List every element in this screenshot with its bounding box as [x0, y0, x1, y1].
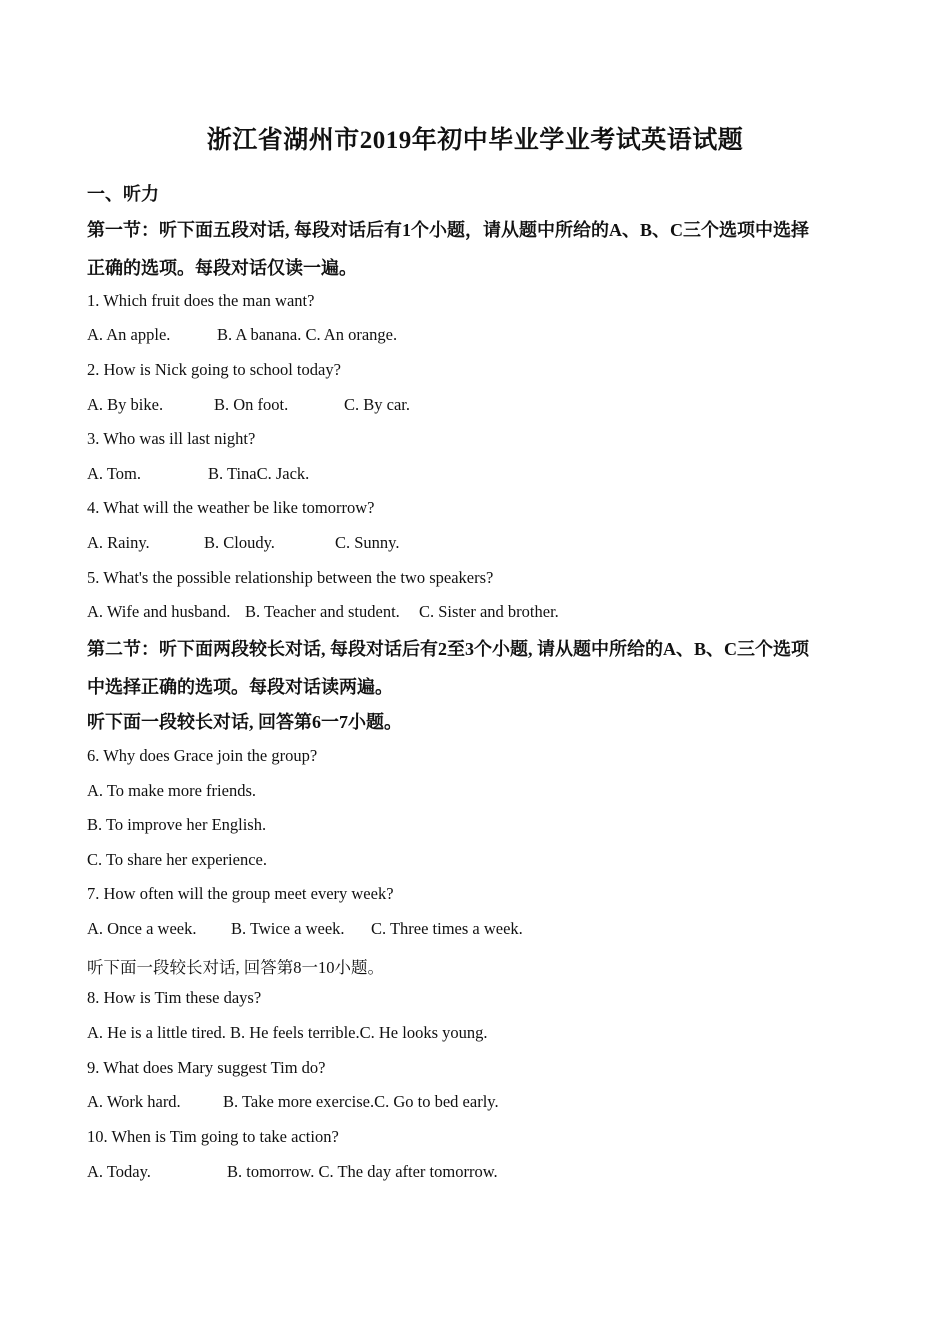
question-7: 7. How often will the group meet every week? [87, 884, 394, 903]
question-5: 5. What's the possible relationship between the two speakers? [87, 568, 494, 587]
question-4: 4. What will the weather be like tomorrow? [87, 498, 375, 517]
question-3: 3. Who was ill last night? [87, 429, 256, 448]
question-6-option-a: A. To make more friends. [87, 781, 256, 800]
question-8-options: A. He is a little tired. B. He feels terrible.C. He looks young. [87, 1023, 488, 1042]
question-8: 8. How is Tim these days? [87, 988, 262, 1007]
option-b: B. tomorrow. C. The day after tomorrow. [227, 1162, 498, 1181]
part2-instruction-line2: 中选择正确的选项。每段对话读两遍。 [87, 677, 393, 697]
option-a: A. Today. [87, 1162, 151, 1181]
question-1: 1. Which fruit does the man want? [87, 291, 315, 310]
option-a: A. By bike. [87, 395, 164, 414]
option-a: A. Work hard. [87, 1092, 181, 1111]
option-b: B. A banana. C. An orange. [217, 325, 398, 344]
question-2-options [87, 395, 410, 415]
option-b: B. TinaC. Jack. [208, 464, 310, 483]
question-6: 6. Why does Grace join the group? [87, 746, 318, 765]
part2-subinstruction-8-10: 听下面一段较长对话, 回答第8一10小题。 [87, 958, 384, 977]
part2-instruction-line1: 第二节：听下面两段较长对话, 每段对话后有2至3个小题, 请从题中所给的A、B、C三个选项 [87, 639, 810, 659]
part1-instruction-line1: 第一节：听下面五段对话, 每段对话后有1个小题，请从题中所给的A、B、C三个选项中选择 [87, 220, 809, 240]
option-c: C. Sunny. [335, 533, 400, 552]
option-b: B. Teacher and student. [245, 602, 400, 621]
question-5-options [87, 602, 559, 622]
question-9-options [87, 1092, 499, 1112]
option-b: B. Take more exercise.C. Go to bed early. [223, 1092, 499, 1111]
option-c: C. By car. [344, 395, 410, 414]
option-a: A. Wife and husband. [87, 602, 231, 621]
option-c: C. Sister and brother. [419, 602, 559, 621]
question-1-options [87, 325, 397, 345]
option-a: A. Rainy. [87, 533, 150, 552]
question-4-options [87, 533, 400, 553]
question-3-options [87, 464, 309, 484]
option-a: A. Once a week. [87, 919, 197, 938]
part2-subinstruction-6-7: 听下面一段较长对话, 回答第6一7小题。 [87, 712, 402, 732]
question-2: 2. How is Nick going to school today? [87, 360, 341, 379]
part1-instruction-line2: 正确的选项。每段对话仅读一遍。 [87, 258, 357, 278]
question-7-options [87, 919, 523, 939]
option-b: B. Twice a week. [231, 919, 345, 938]
question-10-options [87, 1162, 498, 1182]
option-b: B. On foot. [214, 395, 289, 414]
option-c: C. Three times a week. [371, 919, 523, 938]
option-b: B. Cloudy. [204, 533, 275, 552]
section-heading: 一、听力 [87, 184, 159, 204]
question-6-option-b: B. To improve her English. [87, 815, 267, 834]
option-a: A. Tom. [87, 464, 142, 483]
question-6-option-c: C. To share her experience. [87, 850, 267, 869]
question-9: 9. What does Mary suggest Tim do? [87, 1058, 326, 1077]
exam-title: 浙江省湖州市2019年初中毕业学业考试英语试题 [206, 127, 744, 154]
question-10: 10. When is Tim going to take action? [87, 1127, 339, 1146]
option-a: A. An apple. [87, 325, 171, 344]
